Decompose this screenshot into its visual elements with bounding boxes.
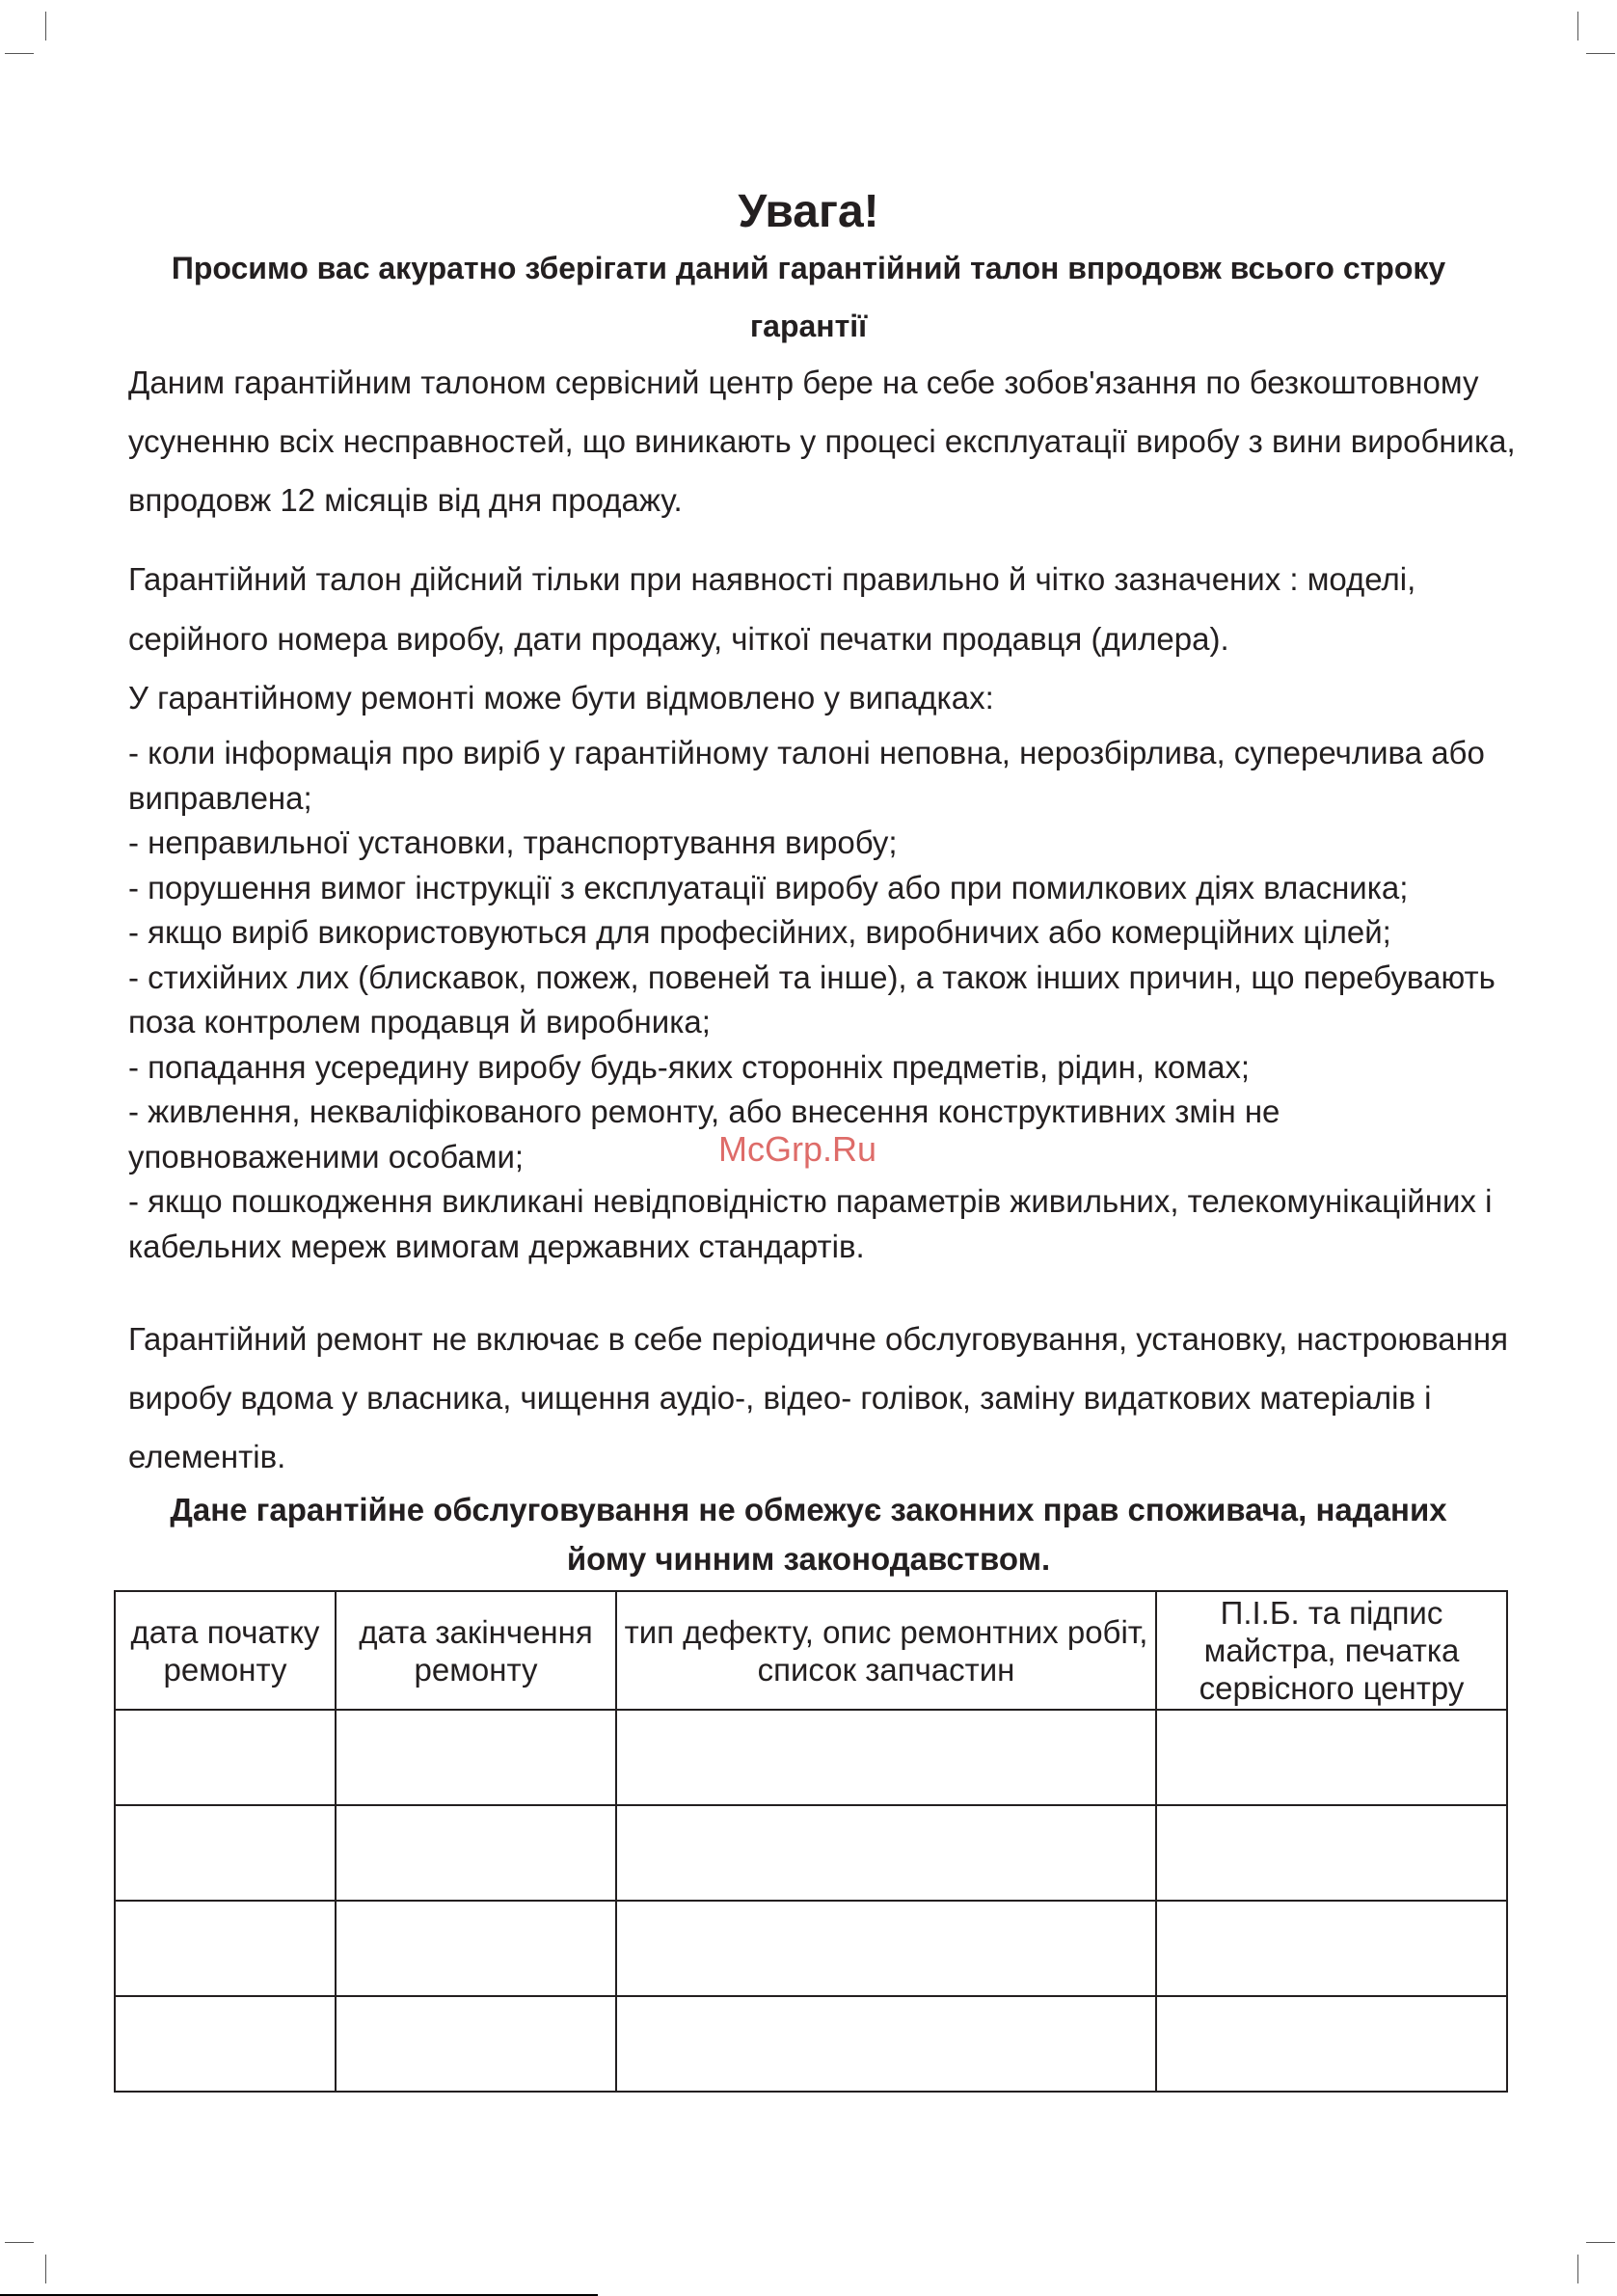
table-cell[interactable] [115,1901,336,1996]
refusal-cases-list [128,731,1526,1269]
table-row [115,1805,1507,1901]
refusal-intro: У гарантійному ремонті може бути відмовлено у випадках: [128,680,994,716]
intro-paragraph: Даним гарантійним талоном сервісний центр бере на себе зобов'язання по безкоштовному усуненню всіх несправностей, що виникають у процесі експлуатації виробу з вини виробника, впродовж 12 місяців від дня продажу. [128,365,1516,518]
table-cell[interactable] [336,1901,616,1996]
table-row [115,1710,1507,1805]
table-row [115,1996,1507,2092]
crop-mark-bottom-left-horizontal [5,2242,34,2243]
crop-mark-top-left-horizontal [5,53,34,54]
repair-record-table [114,1590,1508,2093]
refusal-case: - неправильної установки, транспортування виробу; [128,824,898,860]
table-row [115,1901,1507,1996]
table-cell[interactable] [616,1805,1156,1901]
validity-paragraph: Гарантійний талон дійсний тільки при наявності правильно й чітко зазначених : моделі, серійного номера виробу, дати продажу, чіткої печатки продавця (дилера). [128,561,1416,657]
table-cell[interactable] [616,1710,1156,1805]
watermark: McGrp.Ru [718,1129,877,1169]
column-header-master-signature: П.І.Б. та підпис майстра, печатка сервісного центру [1156,1591,1507,1710]
column-header-end-date: дата закінчення ремонту [336,1591,616,1710]
table-cell[interactable] [336,1710,616,1805]
crop-mark-top-left-vertical [45,12,46,41]
table-cell[interactable] [616,1901,1156,1996]
refusal-case: - коли інформація про виріб у гарантійному талоні неповна, нерозбірлива, суперечлива або виправлена; [128,735,1485,816]
crop-mark-top-right-vertical [1577,12,1578,41]
column-header-defect-description: тип дефекту, опис ремонтних робіт, список запчастин [616,1591,1156,1710]
table-cell[interactable] [616,1996,1156,2092]
crop-mark-bottom-left-vertical [45,2255,46,2283]
table-cell[interactable] [1156,1996,1507,2092]
exclusions-paragraph: Гарантійний ремонт не включає в себе періодичне обслуговування, установку, настроювання виробу вдома у власника, чищення аудіо-, відео- голівок, заміну видаткових матеріалів і елементів. [128,1321,1508,1474]
table-cell[interactable] [1156,1710,1507,1805]
table-cell[interactable] [1156,1805,1507,1901]
crop-mark-top-right-horizontal [1586,53,1615,54]
table-cell[interactable] [115,1996,336,2092]
refusal-case: - живлення, некваліфікованого ремонту, або внесення конструктивних змін не уповноваженими особами; [128,1094,1280,1175]
crop-mark-bottom-right-vertical [1577,2255,1578,2283]
refusal-case: - якщо пошкодження викликані невідповідністю параметрів живильних, телекомунікаційних і кабельних мереж вимогам державних стандартів. [128,1183,1493,1264]
refusal-case: - якщо виріб використовуються для професійних, виробничих або комерційних цілей; [128,914,1391,950]
refusal-case: - стихійних лих (блискавок, пожеж, повеней та інше), а також інших причин, що перебувають поза контролем продавця й виробника; [128,959,1496,1040]
table-cell[interactable] [115,1805,336,1901]
table-cell[interactable] [336,1805,616,1901]
table-cell[interactable] [336,1996,616,2092]
refusal-case: - попадання усередину виробу будь-яких сторонніх предметів, рідин, комах; [128,1048,1251,1085]
table-header-row [115,1591,1507,1710]
table-cell[interactable] [1156,1901,1507,1996]
column-header-start-date: дата початку ремонту [115,1591,336,1710]
table-cell[interactable] [115,1710,336,1805]
page-subtitle: Просимо вас акуратно зберігати даний гарантійний талон впродовж всього строку гарантії [171,251,1446,343]
consumer-rights-notice: Дане гарантійне обслуговування не обмежує законних прав споживача, наданих йому чинним законодавством. [170,1492,1447,1577]
refusal-case: - порушення вимог інструкції з експлуатації виробу або при помилкових діях власника; [128,869,1409,905]
page-title: Увага! [738,186,879,237]
crop-mark-bottom-right-horizontal [1586,2242,1615,2243]
